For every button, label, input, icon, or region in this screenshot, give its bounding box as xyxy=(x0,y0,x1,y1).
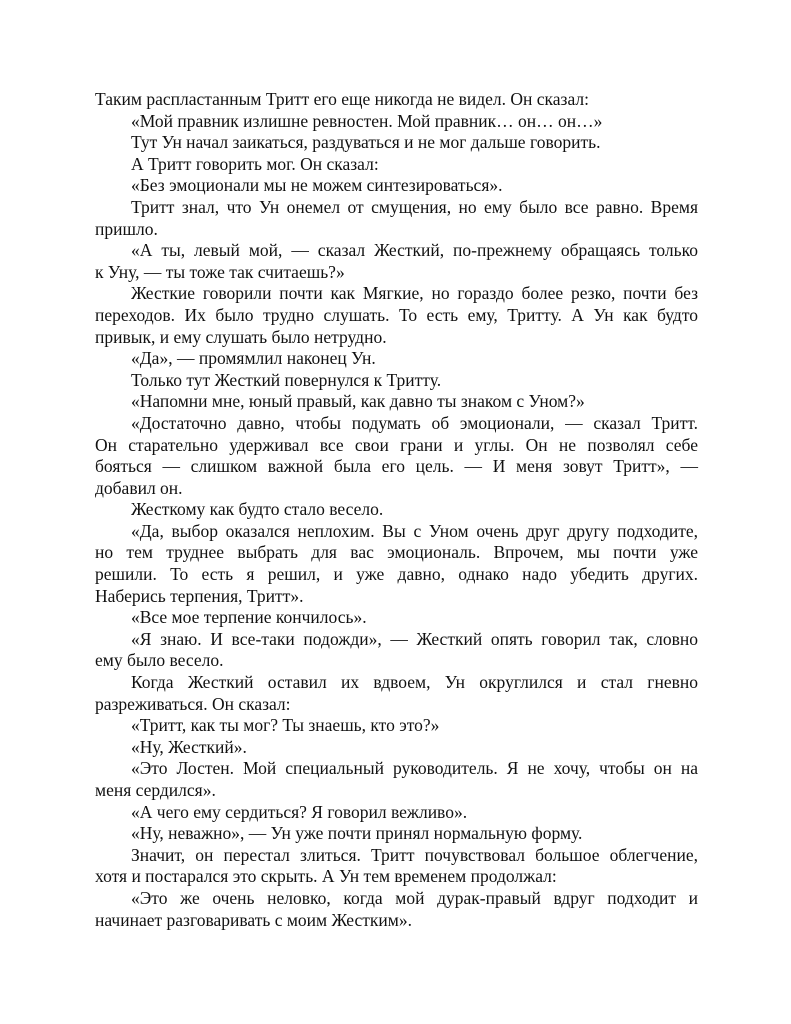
paragraph xyxy=(95,499,698,521)
paragraph xyxy=(95,607,698,629)
text-line: «Достаточно давно, чтобы подумать об эмоционали, — сказал Тритт. xyxy=(131,412,698,433)
paragraph xyxy=(95,370,698,392)
text-line: «Это же очень неловко, когда мой дурак-правый вдруг подходит и xyxy=(131,887,698,908)
text-line: к Уну, — ты тоже так считаешь?» xyxy=(95,261,345,282)
text-line: Когда Жесткий оставил их вдвоем, Ун округлился и стал гневно xyxy=(131,672,698,693)
paragraph xyxy=(95,154,698,176)
paragraph xyxy=(95,391,698,413)
paragraph xyxy=(95,758,698,801)
text-line: привык, и ему слушать было нетрудно. xyxy=(95,326,387,347)
paragraph xyxy=(95,348,698,370)
text-line: «Все мое терпение кончилось». xyxy=(131,607,367,628)
text-line: Таким распластанным Тритт его еще никогда не видел. Он сказал: xyxy=(95,89,589,109)
text-line: «Мой правник излишне ревностен. Мой правник… он… он…» xyxy=(131,110,603,131)
text-line: но тем труднее выбрать для вас эмоциональ. Впрочем, мы почти уже xyxy=(95,542,698,563)
paragraph xyxy=(95,240,698,283)
text-line: ему было весело. xyxy=(95,650,224,671)
text-line: «Да», — промямлил наконец Ун. xyxy=(131,348,376,369)
paragraph xyxy=(95,715,698,737)
text-line: «А чего ему сердиться? Я говорил вежливо». xyxy=(131,801,468,822)
text-line: «Это Лостен. Мой специальный руководитель. Я не хочу, чтобы он на xyxy=(131,758,698,779)
text-line: «Напомни мне, юный правый, как давно ты знаком с Уном?» xyxy=(131,391,585,412)
paragraph xyxy=(95,629,698,672)
text-line: Только тут Жесткий повернулся к Тритту. xyxy=(131,369,442,390)
text-line: «Ну, неважно», — Ун уже почти принял нормальную форму. xyxy=(131,823,583,844)
text-line: пришло. xyxy=(95,218,158,239)
paragraph xyxy=(95,111,698,133)
text-line: хотя и постарался это скрыть. А Ун тем временем продолжал: xyxy=(95,866,557,887)
paragraph xyxy=(95,802,698,824)
paragraph xyxy=(95,197,698,240)
paragraph xyxy=(95,283,698,348)
text-line: Наберись терпения, Тритт». xyxy=(95,585,304,606)
text-line: меня сердился». xyxy=(95,780,216,800)
text-line: Тут Ун начал заикаться, раздуваться и не мог дальше говорить. xyxy=(131,132,601,153)
paragraph xyxy=(95,132,698,154)
text-line: Тритт знал, что Ун онемел от смущения, но ему было все равно. Время xyxy=(131,196,698,217)
text-line: «Тритт, как ты мог? Ты знаешь, кто это?» xyxy=(131,715,440,736)
text-line: Жесткие говорили почти как Мягкие, но гораздо более резко, почти без xyxy=(131,283,698,304)
paragraph xyxy=(95,413,698,499)
text-line: А Тритт говорить мог. Он сказал: xyxy=(131,153,379,174)
paragraph xyxy=(95,89,698,111)
text-line: «Да, выбор оказался неплохим. Вы с Уном очень друг другу подходите, xyxy=(131,520,698,541)
text-line: разреживаться. Он сказал: xyxy=(95,693,291,714)
text-line: Значит, он перестал злиться. Тритт почувствовал большое облегчение, xyxy=(131,844,698,865)
text-line: «А ты, левый мой, — сказал Жесткий, по-прежнему обращаясь только xyxy=(131,240,698,261)
text-line: «Ну, Жесткий». xyxy=(131,736,247,757)
text-line: Он старательно удерживал все свои грани и углы. Он не позволял себе xyxy=(95,434,698,455)
text-line: бояться — слишком важной была его цель. — И меня зовут Тритт», — xyxy=(95,456,698,477)
paragraph xyxy=(95,888,698,931)
text-line: начинает разговаривать с моим Жестким». xyxy=(95,909,412,930)
paragraph xyxy=(95,175,698,197)
text-line: решили. То есть я решил, и уже давно, однако надо убедить других. xyxy=(95,564,698,585)
paragraph xyxy=(95,737,698,759)
text-line: добавил он. xyxy=(95,477,183,498)
paragraph xyxy=(95,521,698,607)
paragraph xyxy=(95,845,698,888)
paragraph xyxy=(95,672,698,715)
paragraph xyxy=(95,823,698,845)
text-line: «Я знаю. И все-таки подожди», — Жесткий опять говорил так, словно xyxy=(131,628,698,649)
text-line: переходов. Их было трудно слушать. То есть ему, Тритту. А Ун как будто xyxy=(95,304,698,325)
text-line: «Без эмоционали мы не можем синтезироваться». xyxy=(131,175,503,196)
document-page xyxy=(95,89,698,931)
text-line: Жесткому как будто стало весело. xyxy=(131,499,384,520)
